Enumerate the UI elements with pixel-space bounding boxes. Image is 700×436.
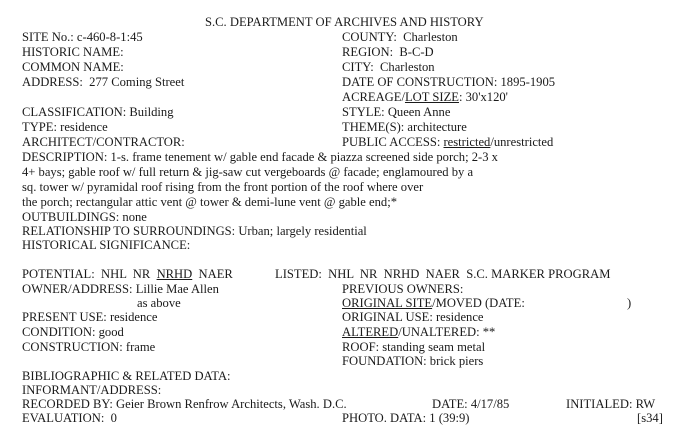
public-access-label: PUBLIC ACCESS: [342,135,444,149]
potential-naer: NAER [192,267,233,281]
site-number: SITE No.: c-460-8-1:45 [22,30,143,44]
architect-contractor: ARCHITECT/CONTRACTOR: [22,135,185,149]
moved-date-close: ) [627,296,632,310]
acreage-label: ACREAGE/ [342,90,405,104]
historical-significance: HISTORICAL SIGNIFICANCE: [22,238,191,252]
original-use: ORIGINAL USE: residence [342,310,484,324]
public-access [342,135,553,150]
previous-owners: PREVIOUS OWNERS: [342,282,464,296]
potential [22,267,233,282]
style: STYLE: Queen Anne [342,105,451,119]
potential-label: POTENTIAL: NHL NR [22,267,157,281]
region: REGION: B-C-D [342,45,434,59]
altered-label: ALTERED [342,325,399,339]
page-reference: [s34] [637,411,663,425]
owner-address-line-2: as above [137,296,181,310]
historic-name: HISTORIC NAME: [22,45,124,59]
public-access-restricted: restricted [443,135,491,149]
evaluation: EVALUATION: 0 [22,411,117,425]
lot-size-label: LOT SIZE [404,90,459,104]
recorded-by: RECORDED BY: Geier Brown Renfrow Architects, Wash. D.C. [22,397,347,411]
themes: THEME(S): architecture [342,120,467,134]
unaltered-label: /UNALTERED: ** [398,325,496,339]
date-of-construction: DATE OF CONSTRUCTION: 1895-1905 [342,75,556,89]
moved-date-label: /MOVED (DATE: [432,296,525,310]
original-site-label: ORIGINAL SITE [342,296,433,310]
original-site-moved [342,296,525,311]
altered-unaltered [342,325,495,340]
description-line-4: the porch; rectangular attic vent @ tower & demi-lune vent @ gable end;* [22,195,397,209]
foundation: FOUNDATION: brick piers [342,354,484,368]
description-line-1: DESCRIPTION: 1-s. frame tenement w/ gable end facade & piazza screened side porch; 2-3 x [22,150,498,164]
description-line-2: 4+ bays; gable roof w/ full return & jig-saw cut vergeboards @ facade; englamoured by a [22,165,474,179]
public-access-unrestricted: /unrestricted [490,135,554,149]
acreage-lot-size [342,90,508,105]
form-title: S.C. DEPARTMENT OF ARCHIVES AND HISTORY [205,15,484,29]
photo-data: PHOTO. DATA: 1 (39:9) [342,411,470,425]
bibliographic-data: BIBLIOGRAPHIC & RELATED DATA: [22,369,231,383]
construction: CONSTRUCTION: frame [22,340,156,354]
potential-nrhd: NRHD [156,267,193,281]
outbuildings: OUTBUILDINGS: none [22,210,147,224]
classification: CLASSIFICATION: Building [22,105,174,119]
county: COUNTY: Charleston [342,30,458,44]
record-date: DATE: 4/17/85 [432,397,510,411]
lot-size-value: : 30'x120' [458,90,508,104]
relationship-to-surroundings: RELATIONSHIP TO SURROUNDINGS: Urban; largely residential [22,224,367,238]
listed: LISTED: NHL NR NRHD NAER S.C. MARKER PROGRAM [275,267,611,281]
description-line-3: sq. tower w/ pyramidal roof rising from the front portion of the roof where over [22,180,424,194]
informant-address: INFORMANT/ADDRESS: [22,383,162,397]
owner-address: OWNER/ADDRESS: Lillie Mae Allen [22,282,219,296]
city: CITY: Charleston [342,60,435,74]
common-name: COMMON NAME: [22,60,124,74]
present-use: PRESENT USE: residence [22,310,158,324]
condition: CONDITION: good [22,325,124,339]
roof: ROOF: standing seam metal [342,340,486,354]
address: ADDRESS: 277 Coming Street [22,75,185,89]
type: TYPE: residence [22,120,108,134]
initialed: INITIALED: RW [566,397,656,411]
